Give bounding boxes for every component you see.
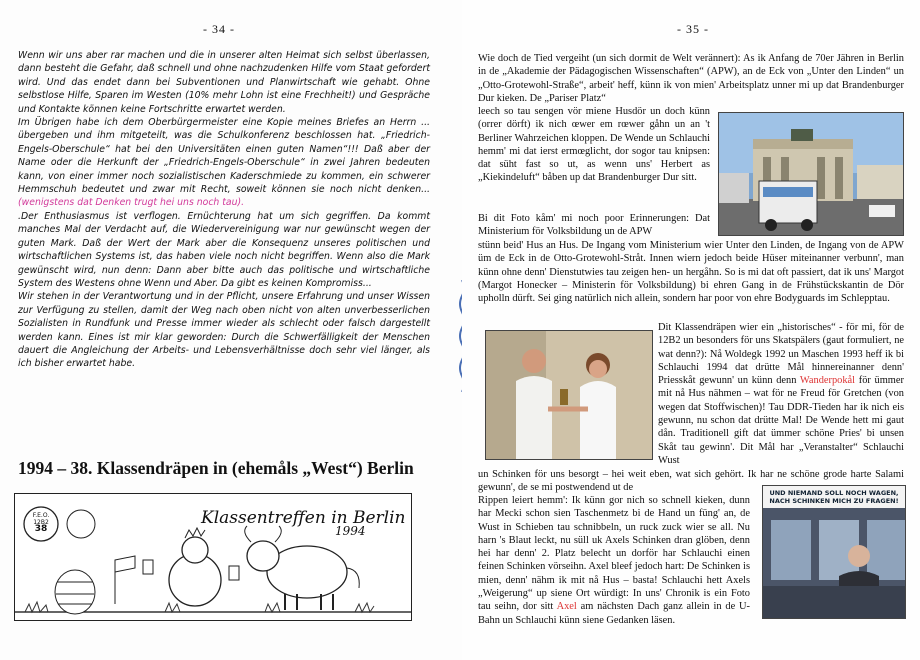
two-people-drawing: [486, 331, 652, 459]
class-reunion-banner: [14, 493, 412, 621]
banner-title: Klassentreffen in Berlin: [201, 508, 406, 528]
pink-note: (wenigstens dat Denken trugt hei uns noch tau).: [18, 197, 245, 209]
trophy-handover-photo: [485, 330, 653, 460]
page-number-left: - 34 -: [203, 22, 235, 36]
wanderpokal-highlight: Wanderpokål: [799, 375, 856, 387]
left-body-text: [18, 49, 430, 371]
brandenburg-gate-photo: [718, 112, 904, 236]
klassendraepen-text: Dit Klassendräpen wier ein „historisches“ - för mi, för de 12B2 un besonders för uns Skatspälers (gaut formuliert, ne wat denn?): Nå Woldegk 1992 un Maschen 1993 heff ik bi Schlauchi 1994 dat drütte Mål hinnereinanner denn' Priesskåt gewunn' un künn denn Wanderpokål för ümmer mit nå Hus nähmen – wat för ne Freud för Gretchen (von wegen dat Stoffwischen)! Tau DDR-Tieden har ik nich eis gewunn, nu schon dat drütte Mal! De Wende hett mi gaut dån. Traditionell gift dat ümmer schöne Pries' bi unsen Skåt tau gewinn'. Dit Mål har „Veranstalter“ Schlauchi Wust: [658, 322, 904, 466]
paragraph-4: Wir stehen in der Verantwortung und in der Pflicht, unsere Erfahrung und unser Wissen zur Verfügung zu stellen, damit der Weg nach oben nicht von alten unverbesserlichen Sozialisten in Rundfunk und Presse immer wieder als schlecht oder falsch dargestellt werden kann. Eines ist mir klar geworden: Durch die Schwerfälligkeit der Menschen dauert die Angleichung der Arbeits- und Lebensverhältnisse doch sehr viel länger, als ich bisher erwartet habe.: [18, 291, 430, 370]
schinken-text-column: Rippen leiert hemm': Ik künn gor nich so schnell kieken, dunn har Mecki schon sien Taschenmetz bi de Hand un füng' an, de Wust in Schieben tau schnibbeln, un ruck zuck wier se all. Nu harn 's Blaut leckt, nu süll uk Axels Schinken dran glöben, denn hei har denn' 2. Platz belecht un dorför har Schlauchi einen feinen Schinken vörseihn. Axel bleef jedoch hart: De Schinken is mien, denn' nähm ik mit nå Hus – basta! Schlauchi hett Axels „Weigerung“ up siene Ort würdigt: In uns' Chronik is ein Foto tau seihn, dor sitt Axel am nächsten Dach ganz allein in de U-Bahn un Schlauchi künn siene Gedanken läsen.: [478, 495, 750, 626]
badge-text: F.E.O. 12B2 38: [32, 512, 50, 534]
column-text-2: Bi dit Foto kåm' mi noch poor Erinnerungen: Dat Ministerium för Volksbildung un de APW: [478, 213, 710, 238]
axel-highlight: Axel: [556, 601, 577, 613]
brandenburg-gate-drawing: [719, 113, 903, 235]
schinken-text-full: un Schinken för uns besorgt – hei weit eben, wat sich gehört. Ik har ne schöne grode harte Salami gewunn', de se mi postwendend ut de: [478, 469, 904, 494]
ubahn-photo: [762, 485, 906, 619]
page-number-right: - 35 -: [677, 22, 709, 36]
banner-year: 1994: [335, 524, 366, 538]
right-page: [462, 0, 920, 660]
paragraph-2: [18, 116, 430, 210]
paragraph-2-text: Im Übrigen habe ich dem Oberbürgermeister eine Kopie meines Briefes an Herrn ... übergeben und ihm mitgeteilt, was die Schulkonferenz beschlossen hat. „Friedrich-Engels-Oberschule“ hat bei den Universitäten einen guten Namen“!!! Daß aber der Name oder die Herkunft der „Friedrich-Engels-Oberschule“ in zwei Jahren bedeuten kann, von einer immer noch sozialistischen Kaderschmiede zu kommen, ein schwerer Hemmschuh bedeutet und zwar mit Recht, soweit können sie noch nicht denken...: [18, 117, 430, 196]
paragraph-3: .Der Enthusiasmus ist verflogen. Ernüchterung hat um sich gegriffen. Da kommt manches Mal der Verdacht auf, die Wiedervereinigung war nur gewünscht wegen der guten Mark. Daß der Wert der Mark aber die Konsequenz unseres politischen und wirtschaftlichen Systems ist, das haben viele noch nicht begriffen. Wenn also die Mark gewünscht wird, nun denn: Dann aber bitte auch das politische und wirtschaftliche System des Westens ohne Wenn und Aber. Da gibt es keinen Kompromiss...: [18, 210, 430, 289]
ministry-text: stünn beid' Hus an Hus. De Ingang vom Ministerium wier Unter den Linden, de Ingang von de APW üm de Eck in de Otto-Grotewohl-Stråt. Innen wiern jedoch beide Hüser miteinanner verbunn', man künn ohne denn' Dienstutwies tau zeigen hen- un hergåhn. So is mi dat oft passiert, dat ik uns' Margot (Margot Honecker – Ministerin för Volksbildung) bi ehren Gang in de Frühstückskantin de Dör upholln dürft. Sei ging natürlich nich allein, sondern har poor von ehre Bodyguards im Schlepptau.: [478, 240, 904, 305]
column-text-1: leech so tau sengen vör miene Husdör un doch künn (orrer dörft) ik nich œwer em rœwer gåhn un an 't Berliner Wahrzeichen kloppen. De Wende un Schlauchi hemm' mi dat ierst ermœglicht, dor sogor tau knipsen: dat süht fast so ut, as wenn uns' Herbert as „Kiekindeluft“ båben up dat Brandenburger Dur sitt.: [478, 106, 710, 184]
sign-caption: UND NIEMAND SOLL NOCH WAGEN, NACH SCHINKEN MICH ZU FRAGEN!: [763, 486, 905, 508]
intro-text: Wie doch de Tied vergeiht (un sich dormit de Welt verännert): As ik Anfang de 70er Jähren in Berlin in de „Akademie der Pädagogischen Wissenschaften“ (APW), an de Eck von „Unter den Linden“ un „Otto-Grotewohl-Straße“, arbeit' heff, künn ik von mien' Arbeitsplatz unner mi up dat Brandenburger Dur kieken. De „Pariser Platz“: [478, 53, 904, 104]
section-heading: 1994 – 38. Klassendräpen in (ehemåls „West“) Berlin: [18, 458, 414, 478]
paragraph-1: Wenn wir uns aber rar machen und die in unserer alten Heimat sich selbst überlassen, dann besteht die Gefahr, daß schnell und ohne nachzudenken Hilfe vom Staat gefordert wird. Und das endet dann bei Subventionen und Planwirtschaft wie gehabt. Ohne selbstlose Hilfe, Sparen im Westen (10% mehr Lohn ist eine Frechheit!) und Gespräche und Kontakte können keine Fortschritte erwartet werden.: [18, 50, 430, 115]
